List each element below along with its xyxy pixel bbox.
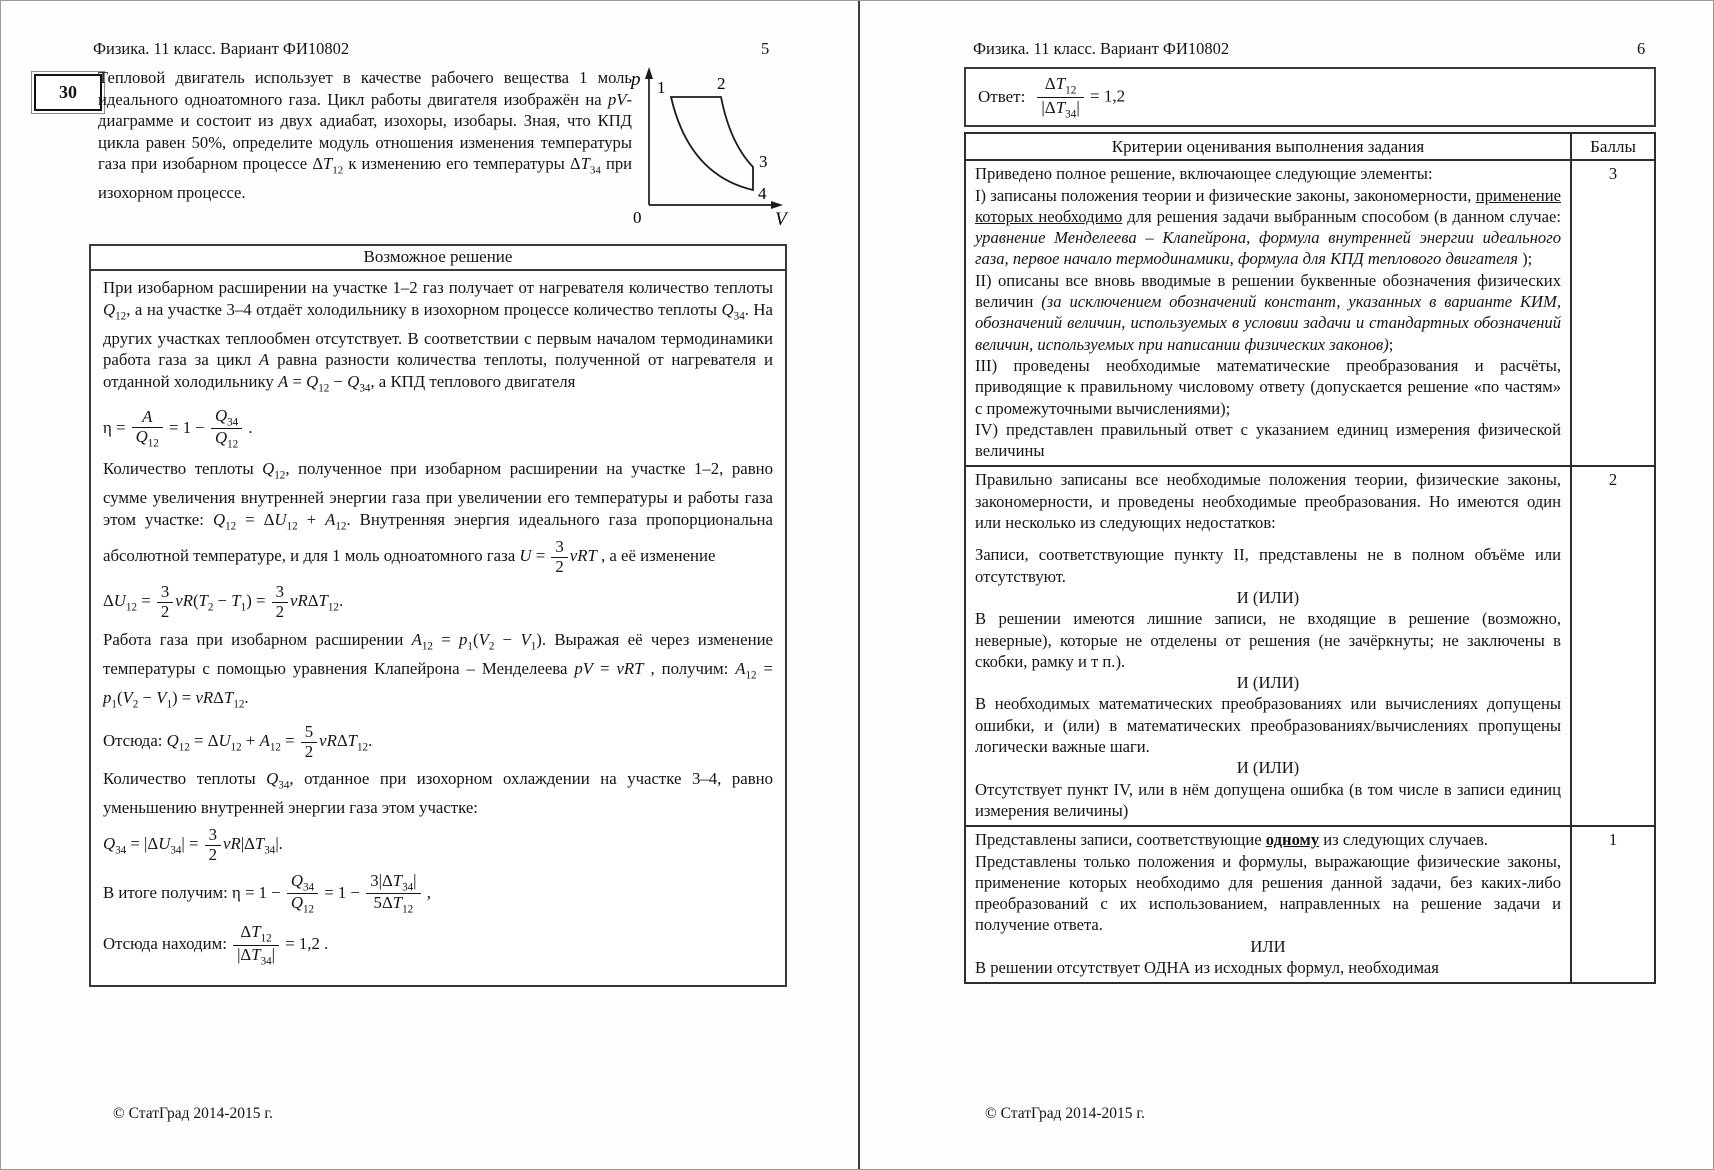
- problem-number: 30: [59, 82, 77, 102]
- point-label-1: 1: [657, 78, 666, 97]
- criteria-table: [964, 132, 1656, 984]
- fraction: $\frac{3}{2}$: [155, 583, 175, 622]
- origin-label: 0: [633, 208, 642, 227]
- v-axis-arrow: [771, 201, 783, 209]
- fraction: $\frac{Q_{34}}{Q_{12}}$: [285, 872, 320, 917]
- right-page-number: 6: [1637, 39, 1646, 58]
- p-axis-label: p: [631, 69, 641, 90]
- left-page-number: 5: [761, 39, 770, 58]
- right-page-header-title: Физика. 11 класс. Вариант ФИ10802: [973, 39, 1230, 58]
- solution-box: [89, 244, 787, 987]
- fraction: $\frac{5}{2}$: [299, 723, 319, 762]
- answer-label: Ответ:: [978, 87, 1026, 106]
- text-paragraph: Приведено полное решение, включающее следующие элементы:: [975, 164, 1433, 184]
- text-paragraph: Отсутствует пункт IV, или в нём допущена ошибка (в том числе в записи единиц измерения величины): [975, 779, 1561, 820]
- formula-line: $Q_{34} = |\Delta U_{34}|$ = $\frac{3}{2}$ $\nu R|\Delta T_{34}|$.: [103, 825, 283, 864]
- points-header-cell: Баллы: [1571, 133, 1655, 160]
- text-paragraph: В решении отсутствует ОДНА из исходных формул, необходимая: [975, 957, 1439, 977]
- criteria-table-header-row: [965, 133, 1655, 160]
- left-page-footer: © СтатГрад 2014-2015 г.: [113, 1105, 273, 1122]
- fraction: $\frac{\Delta T_{12}}{|\Delta T_{34}|}$: [231, 923, 281, 968]
- criteria-cell: [965, 826, 1571, 983]
- formula-line: Отсюда: $Q_{12} = \Delta U_{12} + A_{12}$ = $\frac{5}{2}$ νRΔT$_{12}$.: [103, 721, 373, 761]
- text-paragraph: В необходимых математических преобразованиях или вычислениях допущены ошибки, и (или) в математических преобразованиях/вычислениях пропущены логически важные шаги.: [975, 694, 1561, 757]
- score-cell: 3: [1571, 160, 1655, 466]
- formula-line: В итоге получим: η = 1 − $\frac{Q_{34}}{Q_{12}}$ = 1 − $\frac{3|\Delta T_{34}|}{5\Delta T_{12}}$ ,: [103, 870, 431, 916]
- page-divider: [858, 1, 860, 1169]
- problem-number-box: [34, 74, 102, 111]
- text-paragraph: Записи, соответствующие пункту II, представлены не в полном объёме или отсутствуют.: [975, 545, 1561, 586]
- text-paragraph: Представлены записи, соответствующие одному из следующих случаев.: [975, 830, 1488, 850]
- fraction: $\frac{3}{2}$: [549, 538, 569, 577]
- left-page-header-title: Физика. 11 класс. Вариант ФИ10802: [93, 39, 350, 58]
- text-paragraph: Количество теплоты $Q_{34}$, отданное при изохорном охлаждении на участке 3–4, равно уменьшению внутренней энергии газа этом участке:: [103, 769, 773, 818]
- pv-diagram: [629, 55, 799, 237]
- text-paragraph: И (ИЛИ): [1236, 673, 1300, 693]
- formula-line: Отсюда находим: $\frac{\Delta T_{12}}{|\Delta T_{34}|}$ = 1,2 .: [103, 922, 329, 968]
- formula-line: η = $\frac{A}{Q_{12}}$ = 1 − $\frac{Q_{34}}{Q_{12}}$ .: [103, 405, 253, 451]
- text-paragraph: Представлены только положения и формулы, выражающие физические законы, применение которых необходимо для решения данной задачи, без каких-либо преобразований с их использованием, направленных на решение задачи и получение ответа.: [975, 851, 1561, 935]
- criteria-row: [965, 466, 1655, 826]
- criteria-header-cell: Критерии оценивания выполнения задания: [965, 133, 1571, 160]
- text-paragraph: Правильно записаны все необходимые положения теории, физические законы, закономерности, и проведены необходимые преобразования. Но имеются один или несколько из следующих недостатков:: [975, 470, 1561, 533]
- criteria-cell: [965, 160, 1571, 466]
- solution-title: Возможное решение: [91, 246, 785, 271]
- v-axis-label: V: [775, 209, 787, 230]
- text-paragraph: Работа газа при изобарном расширении $A_{12} = p_1(V_2 - V_1)$. Выражая её через изменение температуры с помощью уравнения Клапейрона – Менделеева pV = νRT , получим: $A_{12} = p_1(V_2 - V_1) = \nu R\Delta T_{12}$.: [103, 630, 774, 711]
- right-page-footer: © СтатГрад 2014-2015 г.: [985, 1105, 1145, 1122]
- criteria-cell: [965, 466, 1571, 826]
- diagram-axes: [649, 75, 775, 205]
- text-paragraph: I) записаны положения теории и физические законы, закономерности, применение которых необходимо для решения задачи выбранным способом (в данном случае: уравнение Менделеева – Клапейрона, формула внутренней энергии идеального газа, первое начало термодинамики, формула для КПД теплового двигателя );: [975, 185, 1561, 269]
- text-paragraph: II) описаны все вновь вводимые в решении буквенные обозначения физических величин (за исключением обозначений констант, указанных в варианте КИМ, обозначений величин, используемых в условии задачи и стандартных обозначений величин, используемых при написании физических законов);: [975, 270, 1561, 354]
- answer-box: [964, 67, 1656, 127]
- fraction: $\frac{Q_{34}}{Q_{12}}$: [209, 407, 244, 452]
- problem-statement: Тепловой двигатель использует в качестве рабочего вещества 1 моль идеального одноатомного газа. Цикл работы двигателя изображён на pV-диаграмме и состоит из двух адиабат, изохоры, изобары. Зная, что КПД цикла равен 50%, определите модуль отношения изменения температуры газа при изобарном процессе $\Delta T_{12}$ к изменению его температуры $\Delta T_{34}$ при изохорном процессе.: [98, 68, 632, 203]
- fraction: $\frac{3}{2}$: [270, 583, 290, 622]
- solution-body: [91, 271, 785, 985]
- fraction: $\frac{3}{2}$: [203, 826, 223, 865]
- text-paragraph: Количество теплоты $Q_{12}$, полученное при изобарном расширении на участке 1–2, равно сумме увеличения внутренней энергии газа при увеличении его температуры и работы газа этом участке: $Q_{12} = \Delta U_{12} + A_{12}$. Внутренняя энергия идеального газа пропорциональна абсолютной температуре, и для 1 моль одноатомного газа U = $\frac{3}{2}$ νRT , а её изменение: [103, 459, 773, 576]
- text-paragraph: В решении имеются лишние записи, не входящие в решение (возможно, неверные), которые не отделены от решения (не зачёркнуты; не заключены в скобки, рамку и т п.).: [975, 609, 1561, 671]
- cycle-path: [671, 97, 753, 190]
- text-paragraph: IV) представлен правильный ответ с указанием единиц измерения физической величины: [975, 419, 1561, 461]
- score-cell: 1: [1571, 826, 1655, 983]
- formula-line: $\Delta U_{12}$ = $\frac{3}{2}$ $\nu R(T_2 - T_1)$ = $\frac{3}{2}$ νRΔT$_{12}$.: [103, 582, 344, 622]
- fraction: $\frac{\Delta T_{12}}{|\Delta T_{34}|}$: [1035, 74, 1085, 121]
- fraction: $\frac{3|\Delta T_{34}|}{5\Delta T_{12}}$: [364, 872, 422, 917]
- text-paragraph: При изобарном расширении на участке 1–2 газ получает от нагревателя количество теплоты $Q_{12}$, а на участке 3–4 отдаёт холодильнику в изохорном процессе количество теплоты $Q_{34}$. На других участках теплообмен отсутствует. В соответствии с первым началом термодинамики работа газа за цикл A равна разности количества теплоты, полученной от нагревателя и отданной холодильнику $A = Q_{12} - Q_{34}$, а КПД теплового двигателя: [103, 278, 773, 395]
- score-cell: 2: [1571, 466, 1655, 826]
- fraction: $\frac{A}{Q_{12}}$: [130, 408, 165, 450]
- answer-formula: $\frac{\Delta T_{12}}{|\Delta T_{34}|}$ = 1,2: [1035, 74, 1125, 121]
- text-paragraph: III) проведены необходимые математические преобразования и расчёты, приводящие к правильному числовому ответу (допускается решение «по частям» с промежуточными вычислениями);: [975, 355, 1561, 418]
- point-label-2: 2: [717, 74, 726, 93]
- point-label-3: 3: [759, 152, 768, 171]
- point-label-4: 4: [758, 184, 767, 203]
- text-paragraph: И (ИЛИ): [1236, 587, 1300, 607]
- text-paragraph: ИЛИ: [1250, 936, 1286, 956]
- p-axis-arrow: [645, 67, 653, 79]
- criteria-row: [965, 160, 1655, 466]
- text-paragraph: И (ИЛИ): [1236, 758, 1300, 778]
- criteria-row: [965, 826, 1655, 983]
